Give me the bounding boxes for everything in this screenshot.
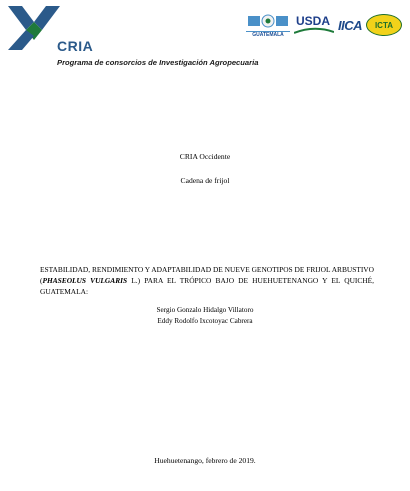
partner-logos <box>246 12 402 38</box>
usda-logo-text: USDA <box>296 14 331 28</box>
author-2: Eddy Rodolfo Ixcotoyac Cabrera <box>157 316 253 325</box>
cria-logo-icon <box>8 6 60 50</box>
iica-logo: IICA <box>338 17 362 33</box>
title-part-1: ESTABILIDAD, RENDIMIENTO Y ADAPTABILIDAD DE NUEVE GENOTIPOS DE FRIJOL ARBUSTIVO ( <box>40 265 374 285</box>
guatemala-emblem-icon <box>246 12 290 30</box>
unit-label: CRIA Occidente <box>179 152 231 161</box>
org-tagline: Programa de consorcios de Investigación Agropecuaria <box>57 58 259 67</box>
usda-logo <box>294 14 334 36</box>
document-title <box>40 264 374 297</box>
icta-logo: ICTA <box>366 14 402 36</box>
title-part-2: L.) PARA EL TRÓPICO BAJO DE HUEHUETENANGO Y EL QUICHÉ, GUATEMALA: <box>40 276 375 296</box>
guatemala-logo <box>246 12 290 38</box>
org-name: CRIA <box>57 38 94 54</box>
guatemala-logo-text: GUATEMALA <box>246 31 290 38</box>
title-scientific-name: PHASEOLUS VULGARIS <box>42 276 128 285</box>
author-1: Sergio Gonzalo Hidalgo Villatoro <box>156 306 254 314</box>
chain-label: Cadena de frijol <box>180 176 230 185</box>
authors-list <box>0 305 410 326</box>
place-date: Huehuetenango, febrero de 2019. <box>154 456 256 465</box>
usda-swoosh-icon <box>294 27 334 35</box>
